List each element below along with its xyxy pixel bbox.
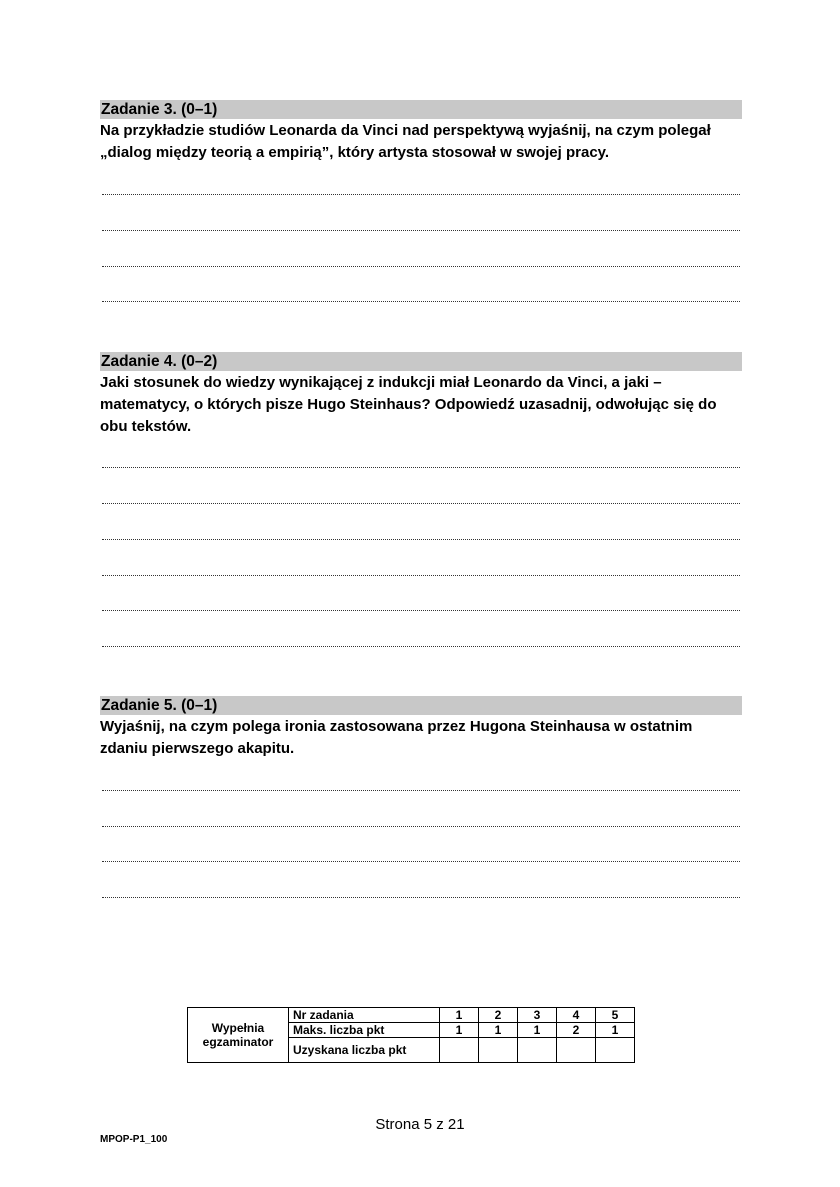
examiner-label bbox=[188, 1008, 289, 1063]
answer-line[interactable] bbox=[102, 861, 740, 862]
obtained-points-input[interactable] bbox=[596, 1038, 635, 1063]
examiner-score-table bbox=[187, 1007, 635, 1063]
task-4-header: Zadanie 4. (0–2) bbox=[100, 352, 742, 371]
examiner-label-line-2: egzaminator bbox=[202, 1035, 274, 1049]
obtained-points-input[interactable] bbox=[518, 1038, 557, 1063]
answer-line[interactable] bbox=[102, 575, 740, 576]
task-number-label: Nr zadania bbox=[289, 1008, 440, 1023]
task-number-cell: 5 bbox=[596, 1008, 635, 1023]
max-points-cell: 1 bbox=[518, 1023, 557, 1038]
answer-line[interactable] bbox=[102, 301, 740, 302]
task-4-line-3: obu tekstów. bbox=[100, 418, 192, 435]
obtained-points-input[interactable] bbox=[557, 1038, 596, 1063]
task-number-cell: 3 bbox=[518, 1008, 557, 1023]
max-points-cell: 1 bbox=[479, 1023, 518, 1038]
answer-line[interactable] bbox=[102, 194, 740, 195]
max-points-label: Maks. liczba pkt bbox=[289, 1023, 440, 1038]
task-number-cell: 2 bbox=[479, 1008, 518, 1023]
answer-line[interactable] bbox=[102, 539, 740, 540]
task-number-cell: 1 bbox=[440, 1008, 479, 1023]
task-4-instruction bbox=[100, 372, 742, 438]
task-3-header: Zadanie 3. (0–1) bbox=[100, 100, 742, 119]
answer-line[interactable] bbox=[102, 826, 740, 827]
obtained-points-input[interactable] bbox=[479, 1038, 518, 1063]
task-5-line-2: zdaniu pierwszego akapitu. bbox=[100, 740, 295, 757]
max-points-cell: 1 bbox=[440, 1023, 479, 1038]
max-points-cell: 1 bbox=[596, 1023, 635, 1038]
answer-line[interactable] bbox=[102, 897, 740, 898]
task-4-line-2: matematycy, o których pisze Hugo Steinhaus? Odpowiedź uzasadnij, odwołując się do bbox=[100, 396, 717, 413]
answer-line[interactable] bbox=[102, 790, 740, 791]
answer-line[interactable] bbox=[102, 230, 740, 231]
answer-line[interactable] bbox=[102, 266, 740, 267]
max-points-cell: 2 bbox=[557, 1023, 596, 1038]
page-number: Strona 5 z 21 bbox=[375, 1116, 465, 1133]
examiner-label-line-1: Wypełnia bbox=[211, 1021, 265, 1035]
task-number-cell: 4 bbox=[557, 1008, 596, 1023]
answer-line[interactable] bbox=[102, 467, 740, 468]
task-3 bbox=[100, 100, 742, 164]
exam-code: MPOP-P1_100 bbox=[100, 1134, 168, 1145]
answer-line[interactable] bbox=[102, 503, 740, 504]
task-4-line-1: Jaki stosunek do wiedzy wynikającej z indukcji miał Leonardo da Vinci, a jaki – bbox=[100, 374, 662, 391]
task-3-instruction bbox=[100, 120, 742, 164]
answer-line[interactable] bbox=[102, 646, 740, 647]
answer-line[interactable] bbox=[102, 610, 740, 611]
task-4 bbox=[100, 352, 742, 438]
task-5 bbox=[100, 696, 742, 760]
task-5-line-1: Wyjaśnij, na czym polega ironia zastosowana przez Hugona Steinhausa w ostatnim bbox=[100, 718, 693, 735]
obtained-points-label: Uzyskana liczba pkt bbox=[289, 1038, 440, 1063]
task-5-header: Zadanie 5. (0–1) bbox=[100, 696, 742, 715]
task-5-instruction bbox=[100, 716, 742, 760]
task-3-line-1: Na przykładzie studiów Leonarda da Vinci nad perspektywą wyjaśnij, na czym polegał bbox=[100, 122, 711, 139]
obtained-points-input[interactable] bbox=[440, 1038, 479, 1063]
task-3-line-2: „dialog między teorią a empirią”, który artysta stosował w swojej pracy. bbox=[100, 144, 610, 161]
